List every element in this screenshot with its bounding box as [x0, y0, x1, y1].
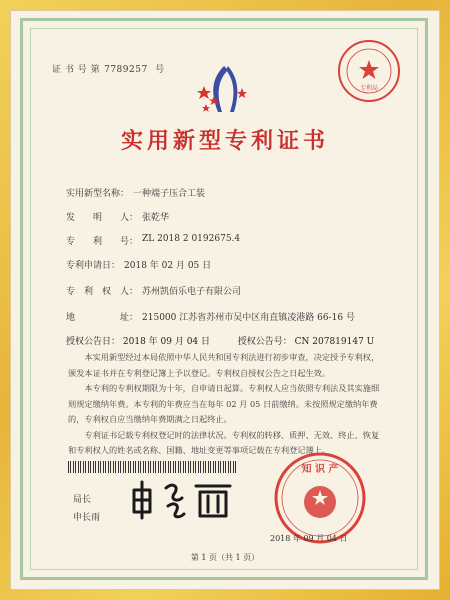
field-label: 实用新型名称：: [66, 189, 130, 199]
patent-office-seal-top: [336, 38, 402, 104]
field-inventor: [66, 210, 169, 223]
certificate-title: 实用新型专利证书: [120, 128, 329, 154]
field-value: 一种端子压合工装: [133, 189, 206, 199]
field-label: 地 址：: [66, 313, 139, 323]
seal-bottom-text: 知 识 产: [301, 464, 339, 475]
certificate-number: [52, 62, 169, 75]
page-number: 第 1 页（共 1 页）: [190, 553, 260, 562]
issue-date: 2018 年 09 月 04 日: [270, 534, 348, 543]
field-application-date: [66, 258, 211, 271]
director-name: 申长雨: [73, 513, 101, 523]
field-label: 专利申请日：: [66, 261, 121, 271]
field-value: 苏州凯佰乐电子有限公司: [142, 287, 242, 297]
director-title: 局长: [73, 495, 92, 505]
body-paragraph: 本专利的专利权期限为十年，自申请日起算。专利权人应当依照专利法及其实施细则规定缴纳年费。本专利的年费应当在每年 02 月 05 日前缴纳。未按照规定缴纳年费的，专利权自应当缴纳年费期满之日起终止。: [68, 383, 380, 424]
field-label: 发 明 人：: [66, 213, 139, 223]
cnipa-logo-icon: [194, 60, 254, 118]
certificate-body: [68, 350, 386, 459]
handwritten-signature: [120, 472, 240, 522]
body-paragraph: 专利证书记载专利权登记时的法律状况。专利权的转移、质押、无效、终止、恢复和专利权人的姓名或名称、国籍、地址变更等事项记载在专利登记簿上。: [68, 429, 380, 455]
grant-date-label: 授权公告日：: [66, 337, 121, 347]
body-paragraph: 本实用新型经过本局依照中华人民共和国专利法进行初步审查，决定授予专利权，颁发本证书并在专利登记簿上予以登记。专利权自授权公告之日起生效。: [68, 352, 380, 378]
certificate-number-label: 证 书 号 第: [52, 65, 101, 75]
certificate-number-suffix: 号: [155, 65, 165, 75]
field-value: 215000 江苏省苏州市吴中区甪直镇凌港路 66-16 号: [142, 313, 355, 323]
field-patent-number: [66, 234, 240, 247]
grant-number-label: 授权公告号：: [237, 337, 292, 347]
field-value: 张乾华: [142, 213, 170, 223]
grant-info-row: [66, 334, 374, 347]
field-patentee: [66, 284, 241, 297]
grant-date-value: 2018 年 09 月 04 日: [122, 337, 211, 347]
certificate-number-value: 7789257: [104, 65, 148, 75]
field-value: ZL 2018 2 0192675.4: [142, 234, 241, 244]
field-label: 专 利 权 人：: [66, 287, 139, 297]
field-value: 2018 年 02 月 05 日: [124, 261, 212, 271]
national-ip-office-seal: [272, 450, 368, 546]
field-address: [66, 310, 355, 323]
grant-number-value: CN 207819147 U: [294, 337, 375, 347]
field-utility-model-name: [66, 186, 205, 199]
seal-top-text: 专利局: [359, 85, 379, 92]
field-label: 专 利 号：: [66, 237, 139, 247]
